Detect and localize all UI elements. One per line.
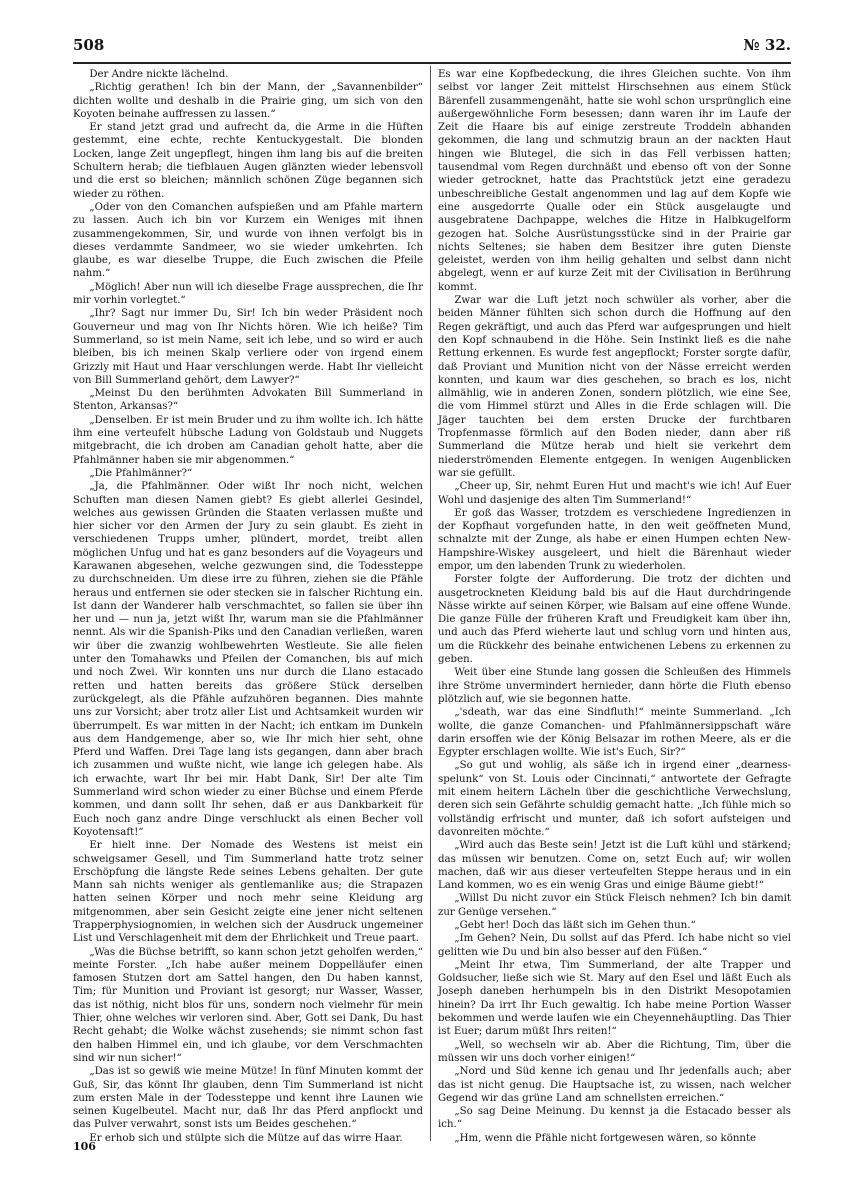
left-column [73, 68, 423, 1145]
paragraph: „So sag Deine Meinung. Du kennst ja die Estacado besser als ich.“ [438, 1106, 791, 1131]
paragraph: „Möglich! Aber nun will ich dieselbe Frage aussprechen, die Ihr mir vorhin vorlegtet.“ [73, 281, 423, 307]
paragraph: „Oder von den Comanchen aufspießen und am Pfahle martern zu lassen. Auch ich bin vor Kurzem ein Weniges mit ihnen zusammengekommen, Sir, und wurde von ihnen verfolgt bis in dieses verdammte Sandmeer, wo sie wieder umkehrten. Ich glaube, es war dieselbe Truppe, die Euch zwischen die Pfeile nahm.“ [73, 201, 423, 280]
issue-number: № 32. [743, 36, 791, 54]
paragraph: Weit über eine Stunde lang gossen die Schleußen des Himmels ihre Ströme unvermindert hernieder, dann hörte die Fluth ebenso plötzlich auf, wie sie begonnen hatte. [438, 667, 791, 705]
paragraph: Forster folgte der Aufforderung. Die trotz der dichten und ausgetrockneten Kleidung bald bis auf die Haut durchdringende Nässe wirkte auf seinen Körper, wie Balsam auf eine offene Wunde. Die ganze Fülle der früheren Kraft und Freudigkeit kam über ihn, und auch das Pferd wieherte laut und schlug vorn und hinten aus, um die Rückkehr des beinahe entwichenen Lebens zu erkennen zu geben. [438, 574, 791, 666]
paragraph: Er stand jetzt grad und aufrecht da, die Arme in die Hüften gestemmt, eine echte, rechte Kentuckygestalt. Die blonden Locken, lange Zeit ungepflegt, hingen ihm lang bis auf die breiten Schultern herab; die tiefblauen Augen glänzten wieder lebensvoll und die erst so bleichen; männlich schönen Züge begannen sich wieder zu röthen. [73, 122, 423, 200]
header-rule [73, 62, 791, 64]
paragraph: „'sdeath, war das eine Sindfluth!“ meinte Summerland. „Ich wollte, die ganze Comanchen- und Pfahlmännersippschaft wäre darin ersoffen wie der König Belsazar im rothen Meere, als er die Egypter erschlagen wollte. Wie ist's Euch, Sir?“ [438, 707, 791, 759]
paragraph: Er hielt inne. Der Nomade des Westens ist meist ein schweigsamer Gesell, und Tim Summerland hatte trotz seiner Erschöpfung die längste Rede seines Lebens gehalten. Der gute Mann sah nichts weniger als gentlemanlike aus; die Strapazen hatten seinen Körper und noch mehr seine Kleidung arg mitgenommen, aber sein Gesicht zeigte eine jener nicht seltenen Trapperphysiognomien, in welchen sich der Ausdruck ungemeiner List und Verschlagenheit mit dem der Ehrlichkeit und Treue paart. [73, 840, 423, 945]
paragraph: Er erhob sich und stülpte sich die Mütze auf das wirre Haar. [89, 1132, 403, 1144]
paragraph: „Ihr? Sagt nur immer Du, Sir! Ich bin weder Präsident noch Gouverneur und mag von Ihr Nichts hören. Wie ich heiße? Tim Summerland, so ist mein Name, seit ich lebe, und so wird er auch bleiben, bis ich meinen Skalp verliere oder von irgend einem Grizzly mit Haut und Haar verschlungen werde. Habt Ihr vielleicht von Bill Summerland gehört, dem Lawyer?“ [73, 308, 423, 386]
column-divider [430, 66, 431, 1141]
paragraph: „Wird auch das Beste sein! Jetzt ist die Luft kühl und stärkend; das müssen wir benutzen. Come on, setzt Euch auf; wir wollen machen, daß wir aus dieser verteufelten Steppe heraus und in ein Land kommen, wo es ein wenig Gras und einige Bäume giebt!“ [438, 840, 791, 892]
page-number: 508 [73, 36, 105, 54]
paragraph: „Willst Du nicht zuvor ein Stück Fleisch nehmen? Ich bin damit zur Genüge versehen.“ [438, 893, 791, 918]
paragraph: „Ja, die Pfahlmänner. Oder wißt Ihr noch nicht, welchen Schuften man diesen Namen giebt? Es giebt allerlei Gesindel, welches aus gewissen Gründen die Staaten verlassen mußte und hier sicher vor den Armen der Jury zu sein glaubt. Es zieht in verschiedenen Trupps umher, plündert, mordet, treibt allen möglichen Unfug und hat es ganz besonders auf die Voyageurs und Karawanen abgesehen, welche gezwungen sind, die Todessteppe zu durchschneiden. Um diese irre zu führen, ziehen sie die Pfähle heraus und entfernen sie oder stecken sie in falscher Richtung ein. Ist dann der Wanderer halb verschmachtet, so fallen sie über ihn her und — nun ja, jetzt wißt Ihr, warum man sie die Pfahlmänner nennt. Als wir die Spanish-Piks und den Canadian verließen, waren wir über die zwanzig wohlbewehrten Westleute. Sie alle fielen unter den Tomahawks und Pfeilen der Comanchen, bis auf mich und noch Zwei. Wir konnten uns nur durch die Llano estacado retten und hatten bereits das größere Stück derselben zurückgelegt, als die Pfähle aufzuhören begannen. Dies mahnte uns zur Vorsicht; aber trotz aller List und Achtsamkeit wurden wir überrumpelt. Es war mitten in der Nacht; ich entkam im Dunkeln aus dem Handgemenge, aber so, wie Ihr mich hier seht, ohne Pferd und Waffen. Drei Tage lang ists gegangen, dann aber brach ich zusammen und wußte nicht, wie lange ich gelegen habe. Als ich erwachte, wart Ihr bei mir. Habt Dank, Sir! Der alte Tim Summerland wird schon wieder zu einer Büchse und einem Pferde kommen, und dann sollt Ihr sehen, daß er aus Dankbarkeit für Euch noch ganz andre Dinge verschluckt als einen Becher voll Koyotensaft!“ [73, 481, 423, 838]
paragraph: „Hm, wenn die Pfähle nicht fortgewesen wären, so könnte [454, 1132, 757, 1144]
paragraph: „Die Pfahlmänner?“ [89, 467, 193, 479]
paragraph: Zwar war die Luft jetzt noch schwüler als vorher, aber die beiden Männer fühlten sich schon durch die Hoffnung auf den Regen gekräftigt, und auch das Pferd war aufgesprungen und hielt den Kopf schnaubend in die Höhe. Sein Instinkt ließ es die nahe Rettung erkennen. Es wurde fest angepflockt; Forster sorgte dafür, daß Proviant und Munition nicht von der Nässe erreicht werden konnten, und kaum war dies geschehen, so brach es los, nicht allmählig, wie in anderen Zonen, sondern plötzlich, wie eine See, die vom Himmel stürzt und Alles in die Erde schlagen will. Die Jäger tauchten bei dem ersten Drucke der furchtbaren Tropfenmasse förmlich auf den Boden nieder, dann aber riß Summerland die Mütze herab und hielt sie verkehrt dem niederströmenden Elemente entgegen. In wenigen Augenblicken war sie gefüllt. [438, 295, 791, 479]
footer-signature: 106 [73, 1140, 96, 1153]
paragraph: „Was die Büchse betrifft, so kann schon jetzt geholfen werden,“ meinte Forster. „Ich habe außer meinem Doppelläufer einen famosen Stutzen dort am Sattel hangen, den Du haben kannst, Tim; für Munition und Proviant ist gesorgt; nur Wasser, Wasser, das ist nöthig, nicht blos für uns, sondern noch vielmehr für mein Thier, ohne welches wir verloren sind. Aber, Gott sei Dank, Du hast Recht gehabt; die Wolke wächst zusehends; sie nimmt schon fast den halben Himmel ein, und ich glaube, vor dem Verschmachten sind wir nun sicher!“ [73, 946, 423, 1064]
paragraph: „Meinst Du den berühmten Advokaten Bill Summerland in Stenton, Arkansas?“ [73, 388, 423, 413]
paragraph: „Denselben. Er ist mein Bruder und zu ihm wollte ich. Ich hätte ihm eine verteufelt hübsche Ladung von Goldstaub und Nuggets mitgebracht, die ich droben am Canadian geholt hatte, aber die Pfahlmänner haben sie mir abgenommen.“ [73, 414, 423, 466]
paragraph: „Gebt her! Doch das läßt sich im Gehen thun.“ [454, 920, 696, 931]
paragraph: „Meint Ihr etwa, Tim Summerland, der alte Trapper und Goldsucher, ließe sich wie St. Mary auf den Esel und läßt Euch als Joseph daneben herhumpeln bis in den Distrikt Mesopotamien hinein? Da irrt Ihr Euch gewaltig. Ich habe meine Portion Wasser bekommen und werde laufen wie ein Cheyennehäuptling. Das Thier ist Euer; darum müßt Ihrs reiten!“ [438, 959, 791, 1038]
paragraph: „Richtig gerathen! Ich bin der Mann, der „Savannenbilder“ dichten wollte und deshalb in die Prairie ging, um sich von den Koyoten beinahe auffressen zu lassen.“ [73, 82, 423, 120]
paragraph: „Well, so wechseln wir ab. Aber die Richtung, Tim, über die müssen wir uns doch vorher einigen!“ [438, 1039, 791, 1064]
paragraph: Es war eine Kopfbedeckung, die ihres Gleichen suchte. Von ihm selbst vor langer Zeit mittelst Hirschsehnen aus einem Stück Bärenfell zusammengenäht, hatte sie wohl schon ursprünglich eine außergewöhnliche Form besessen; dann waren ihr im Laufe der Zeit die Haare bis auf einige zerstreute Troddeln abhanden gekommen, die lang und schmutzig braun an der nackten Haut hingen wie Blutegel, die sich in das Fell verbissen hatten; tausendmal vom Regen durchnäßt und ebenso oft von der Sonne wieder getrocknet, hatte das Prachtstück jetzt eine geradezu unbeschreibliche Gestalt angenommen und lag auf dem Kopfe wie eine ausgedorrte Qualle oder ein Stück ausgelaugte und ausgebratene Dachpappe, welches die Hitze in Halbkugelform gezogen hat. Solche Ausrüstungsstücke sind in der Prairie gar nichts Seltenes; sie haben dem Besitzer ihre guten Dienste geleistet, werden von ihm heilig gehalten und selbst dann nicht abgelegt, wenn er auf kurze Zeit mit der Civilisation in Berührung kommt. [438, 69, 791, 293]
paragraph: „Nord und Süd kenne ich genau und Ihr jedenfalls auch; aber das ist nicht genug. Die Hauptsache ist, zu wissen, nach welcher Gegend wir das grüne Land am schnellsten erreichen.“ [438, 1066, 791, 1104]
right-column [438, 68, 791, 1145]
paragraph: „Im Gehen? Nein, Du sollst auf das Pferd. Ich habe nicht so viel gelitten wie Du und bin also besser auf den Füßen.“ [438, 933, 791, 958]
paragraph: „So gut und wohlig, als säße ich in irgend einer „dearness-spelunk“ von St. Louis oder Cincinnati,“ antwortete der Gefragte mit einem heitern Lächeln über die geschichtliche Verwechslung, deren sich sein Gefährte schuldig gemacht hatte. „Ich fühle mich so vollständig erfrischt und munter, daß ich sofort aufsteigen und davonreiten möchte.“ [438, 760, 791, 838]
paragraph: Er goß das Wasser, trotzdem es verschiedene Ingredienzen in der Kopfhaut vorgefunden hatte, in den weit geöffneten Mund, schnalzte mit der Zunge, als habe er einen Humpen echten New-Hampshire-Wiskey ausgeleert, und hielt die Bärenhaut wieder empor, um den labenden Trunk zu wiederholen. [438, 507, 791, 572]
paragraph: „Cheer up, Sir, nehmt Euren Hut und macht's wie ich! Auf Euer Wohl und dasjenige des alten Tim Summerland!“ [438, 481, 791, 506]
paragraph: Der Andre nickte lächelnd. [89, 69, 229, 80]
paragraph: „Das ist so gewiß wie meine Mütze! In fünf Minuten kommt der Guß, Sir, das könnt Ihr glauben, denn Tim Summerland ist nicht zum ersten Male in der Todessteppe und kennt ihre Launen wie seinen Kugelbeutel. Macht nur, daß Ihr das Pferd anpflockt und das Pulver verwahrt, sonst ists um Beides geschehen.“ [73, 1066, 423, 1131]
